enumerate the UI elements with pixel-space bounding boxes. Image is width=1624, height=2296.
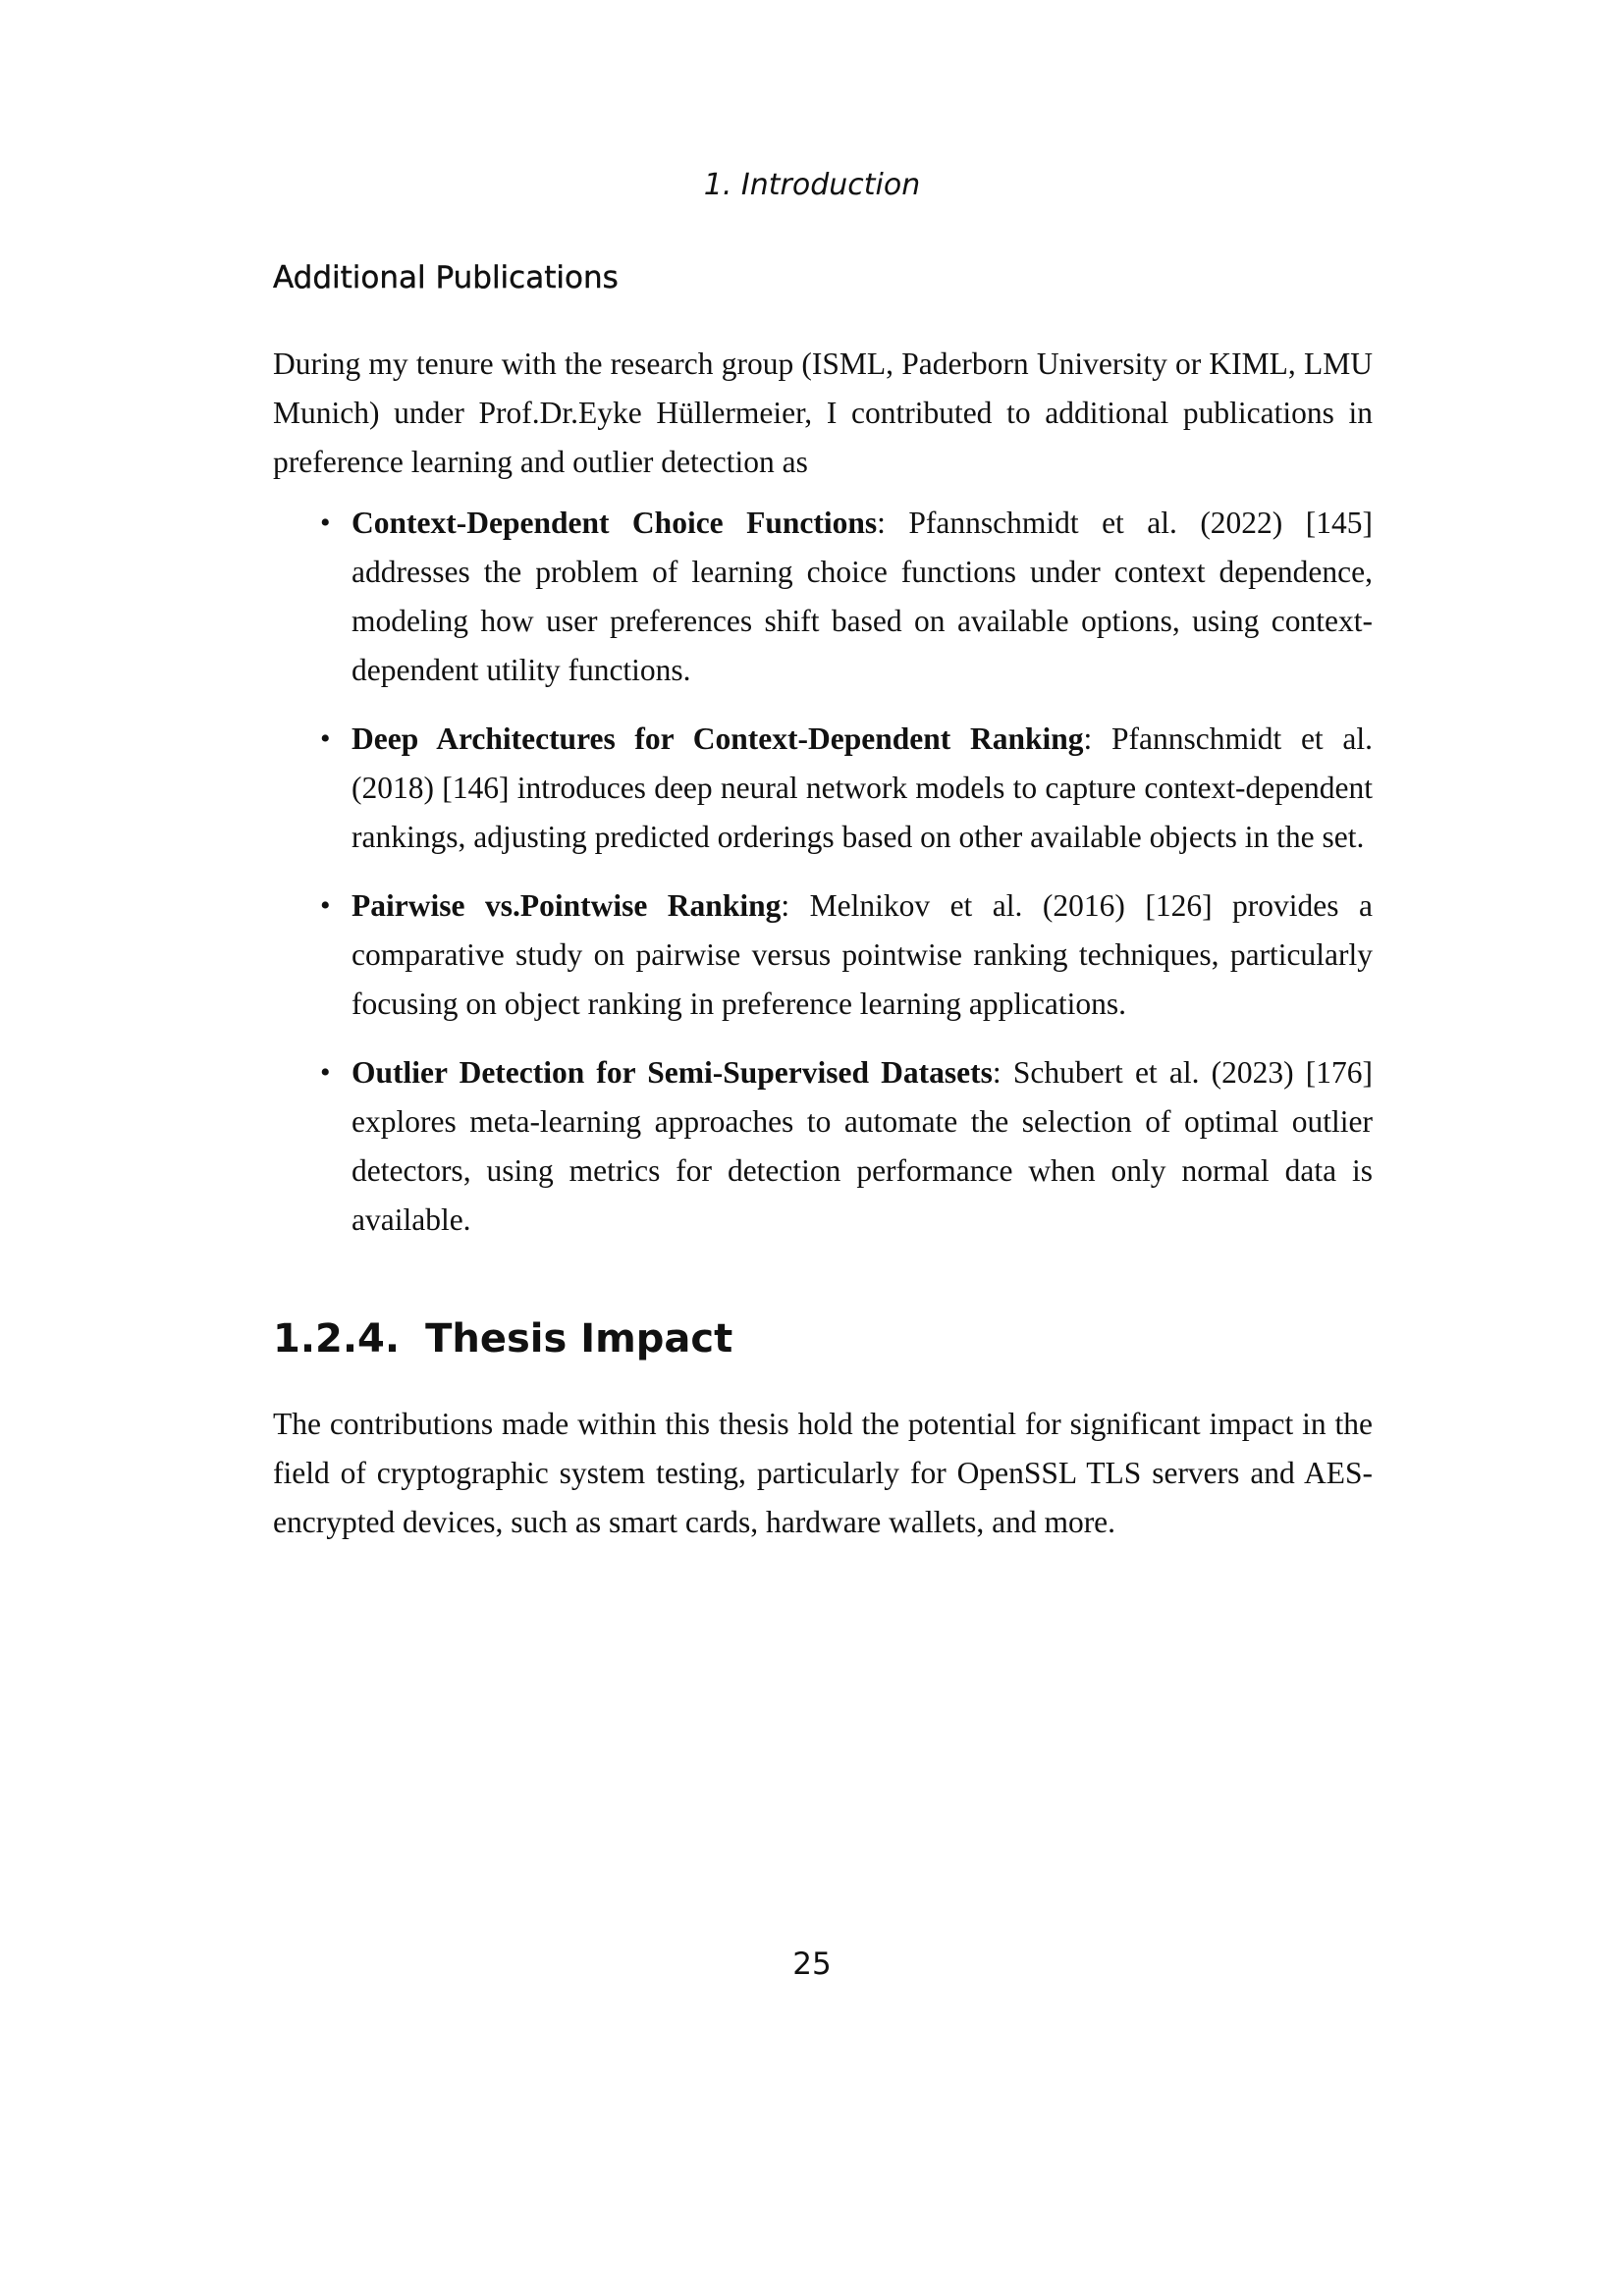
section-number: 1.2.4. <box>273 1316 401 1362</box>
publication-separator: : <box>1083 721 1093 756</box>
publication-title: Deep Architectures for Context-Dependent Ranking <box>352 721 1084 756</box>
bullet-icon: • <box>320 1056 331 1089</box>
publication-description: Pfannschmidt et al. (2022) [145] addresses the problem of learning choice functions under context dependence, modeling how user preferences shift based on available options, using context-dependent utility functions. <box>352 506 1373 687</box>
publication-title: Outlier Detection for Semi-Supervised Datasets <box>352 1055 993 1090</box>
list-item <box>320 715 1373 862</box>
publication-separator: : <box>781 888 790 923</box>
list-item <box>320 499 1373 695</box>
additional-publications-heading: Additional Publications <box>273 260 619 295</box>
list-item <box>320 1048 1373 1245</box>
publications-list <box>273 499 1373 1245</box>
publication-description: Melnikov et al. (2016) [126] provides a comparative study on pairwise versus pointwise ranking techniques, particularly focusing on object ranking in preference learning applications. <box>352 888 1373 1021</box>
section-title: Thesis Impact <box>425 1316 733 1362</box>
bullet-icon: • <box>320 722 331 755</box>
bullet-icon: • <box>320 507 331 539</box>
bullet-icon: • <box>320 889 331 922</box>
publication-title: Pairwise vs.Pointwise Ranking <box>352 888 782 923</box>
running-header: 1. Introduction <box>703 168 921 202</box>
publication-description: Schubert et al. (2023) [176] explores meta-learning approaches to automate the selection of optimal outlier detectors, using metrics for detection performance when only normal data is available. <box>352 1055 1373 1237</box>
thesis-impact-paragraph: The contributions made within this thesis hold the potential for significant impact in the field of cryptographic system testing, particularly for OpenSSL TLS servers and AES-encrypted devices, such as smart cards, hardware wallets, and more. <box>273 1407 1373 1539</box>
section-heading-thesis-impact <box>273 1309 1373 1368</box>
publication-separator: : <box>992 1055 1001 1090</box>
page-number: 25 <box>792 1947 832 1982</box>
publication-separator: : <box>877 506 886 540</box>
list-item <box>320 881 1373 1029</box>
publications-intro: During my tenure with the research group (ISML, Paderborn University or KIML, LMU Munich) under Prof.Dr.Eyke Hüllermeier, I contributed to additional publications in preference learning and outlier detection as <box>273 347 1373 479</box>
page-content <box>273 253 1373 1547</box>
publication-description: Pfannschmidt et al. (2018) [146] introduces deep neural network models to capture context-dependent rankings, adjusting predicted orderings based on other available objects in the set. <box>352 721 1373 854</box>
publication-title: Context-Dependent Choice Functions <box>352 506 878 540</box>
